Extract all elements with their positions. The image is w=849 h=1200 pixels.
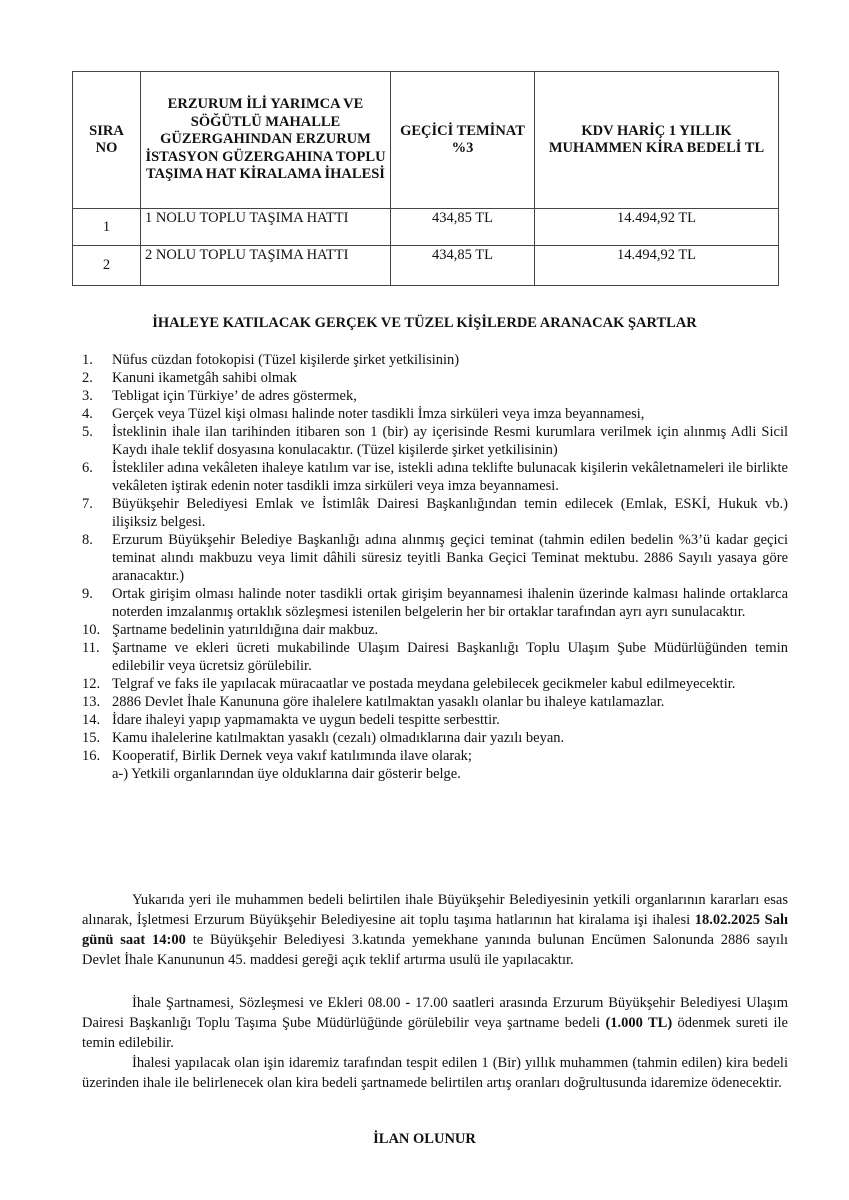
tender-table xyxy=(72,71,779,286)
table-row xyxy=(73,246,779,286)
header-tender-title: ERZURUM İLİ YARIMCA VE SÖĞÜTLÜ MAHALLE GÜZERGAHINDAN ERZURUM İSTASYON GÜZERGAHINA TOPLU TAŞIMA HAT KİRALAMA İHALESİ xyxy=(141,72,391,209)
conditions-list xyxy=(82,351,788,783)
list-item-subtext: a-) Yetkili organlarından üye olduklarına dair gösterir belge. xyxy=(112,766,461,782)
list-item-text: Tebligat için Türkiye’ de adres göstermek, xyxy=(112,388,357,404)
list-item xyxy=(82,423,788,459)
list-item xyxy=(82,747,788,783)
list-item-text: İsteklinin ihale ilan tarihinden itibaren son 1 (bir) ay içerisinde Resmi kurumlara verilmek için alınmış Adli Sicil Kaydı ihale teklif dosyasına konulacaktır. (Tüzel kişilerde şirket yetkilisinin) xyxy=(112,424,788,458)
list-item xyxy=(82,387,788,405)
list-item xyxy=(82,585,788,621)
list-item xyxy=(82,459,788,495)
list-item-text: Kanuni ikametgâh sahibi olmak xyxy=(112,370,297,386)
header-sira-no: SIRA NO xyxy=(73,72,141,209)
list-item-number: 15. xyxy=(82,730,101,746)
list-item xyxy=(82,369,788,387)
row-rent: 14.494,92 TL xyxy=(535,246,779,286)
list-item-text: Erzurum Büyükşehir Belediye Başkanlığı adına alınmış geçici teminat (tahmin edilen bedelin %3’ü kadar geçici teminat alındı makbuzu veya limit dâhili süresiz teyitli Banka Geçici Teminat mektubu. 2886 Sayılı yasaya göre aranacaktır.) xyxy=(112,532,788,584)
list-item-text: Kooperatif, Birlik Dernek veya vakıf katılımında ilave olarak; xyxy=(112,748,472,764)
payment-paragraph: İhalesi yapılacak olan işin idaremiz tarafından tespit edilen 1 (Bir) yıllık muhammen (tahmin edilen) kira bedeli üzerinden ihale ile belirlenecek olan kira bedeli şartnamede belirtilen artış oranları doğrultusunda idaremize ödenecektir. xyxy=(82,1055,788,1091)
list-item-text: Şartname ve ekleri ücreti mukabilinde Ulaşım Dairesi Başkanlığı Toplu Ulaşım Şube Müdürlüğünden temin edilebilir veya ücretsiz görülebilir. xyxy=(112,640,788,674)
list-item-text: Büyükşehir Belediyesi Emlak ve İstimlâk Dairesi Başkanlığından temin edilecek (Emlak, ESKİ, Hukuk vb.) ilişiksiz belgesi. xyxy=(112,496,788,530)
list-item-number: 4. xyxy=(82,406,93,422)
list-item-text: Kamu ihalelerine katılmaktan yasaklı (cezalı) olmadıklarına dair yazılı beyan. xyxy=(112,730,565,746)
list-item-number: 1. xyxy=(82,352,93,368)
paragraph-text: İhale Şartnamesi, Sözleşmesi ve Ekleri 08.00 - 17.00 saatleri arasında Erzurum Büyükşehir Belediyesi Ulaşım Dairesi Başkanlığı Toplu Taşıma Şube Müdürlüğünde görülebilir veya şartname bedeli xyxy=(82,995,788,1031)
list-item xyxy=(82,495,788,531)
header-rent: KDV HARİÇ 1 YILLIK MUHAMMEN KİRA BEDELİ TL xyxy=(535,72,779,209)
row-deposit: 434,85 TL xyxy=(391,246,535,286)
list-item xyxy=(82,675,788,693)
list-item-number: 10. xyxy=(82,622,101,638)
list-item-number: 9. xyxy=(82,586,93,602)
list-item-number: 16. xyxy=(82,748,101,764)
list-item-number: 7. xyxy=(82,496,93,512)
tender-datetime: 18.02.2025 Salı günü saat 14:00 xyxy=(82,912,788,948)
paragraph-text: Yukarıda yeri ile muhammen bedeli belirtilen ihale Büyükşehir Belediyesinin yetkili organlarının kararları esas alınarak, İşletmesi Erzurum Büyükşehir Belediyesine ait toplu taşıma hatlarının hat kiralama işi ihalesi xyxy=(82,892,788,928)
closing-announcement: İLAN OLUNUR xyxy=(373,1131,476,1147)
list-item-text: İdare ihaleyi yapıp yapmamakta ve uygun bedeli tespitte serbesttir. xyxy=(112,712,500,728)
row-line-name: 2 NOLU TOPLU TAŞIMA HATTI xyxy=(141,246,391,286)
list-item-number: 13. xyxy=(82,694,101,710)
list-item xyxy=(82,639,788,675)
list-item xyxy=(82,405,788,423)
table-row xyxy=(73,209,779,246)
list-item-number: 11. xyxy=(82,640,100,656)
paragraph-text: ödenmek sureti ile temin edilebilir. xyxy=(82,1015,788,1051)
list-item-text: Telgraf ve faks ile yapılacak müracaatlar ve postada meydana gelebilecek gecikmeler kabul edilmeyecektir. xyxy=(112,676,736,692)
list-item-number: 2. xyxy=(82,370,93,386)
row-number: 2 xyxy=(73,246,141,286)
list-item xyxy=(82,729,788,747)
paragraph-text: te Büyükşehir Belediyesi 3.katında yemekhane yanında bulunan Encümen Salonunda 2886 sayılı Devlet İhale Kanununun 45. maddesi gereği açık teklif artırma usulü ile yapılacaktır. xyxy=(82,932,788,968)
list-item-number: 6. xyxy=(82,460,93,476)
table-header-row xyxy=(73,72,779,209)
conditions-heading: İHALEYE KATILACAK GERÇEK VE TÜZEL KİŞİLERDE ARANACAK ŞARTLAR xyxy=(152,315,697,331)
tender-date-paragraph xyxy=(82,890,788,970)
list-item xyxy=(82,351,788,369)
specification-fee: (1.000 TL) xyxy=(605,1015,673,1031)
header-deposit: GEÇİCİ TEMİNAT %3 xyxy=(391,72,535,209)
row-deposit: 434,85 TL xyxy=(391,209,535,246)
list-item xyxy=(82,711,788,729)
list-item-number: 5. xyxy=(82,424,93,440)
list-item-number: 8. xyxy=(82,532,93,548)
list-item-text: 2886 Devlet İhale Kanununa göre ihalelere katılmaktan yasaklı olanlar bu ihaleye katılamazlar. xyxy=(112,694,665,710)
specification-paragraph xyxy=(82,993,788,1053)
list-item-text: Gerçek veya Tüzel kişi olması halinde noter tasdikli İmza sirküleri veya imza beyannamesi, xyxy=(112,406,645,422)
list-item-text: Nüfus cüzdan fotokopisi (Tüzel kişilerde şirket yetkilisinin) xyxy=(112,352,460,368)
list-item-text: Ortak girişim olması halinde noter tasdikli ortak girişim beyannamesi ihalenin üzerinde kalması halinde ortaklarca noterden imzalanmış ortaklık sözleşmesi istenilen belgelerin her bir ortaklar tarafından ayrı ayrı sunulacaktır. xyxy=(112,586,788,620)
list-item xyxy=(82,531,788,585)
list-item xyxy=(82,693,788,711)
list-item-text: Şartname bedelinin yatırıldığına dair makbuz. xyxy=(112,622,379,638)
list-item-number: 12. xyxy=(82,676,101,692)
list-item-number: 14. xyxy=(82,712,101,728)
row-rent: 14.494,92 TL xyxy=(535,209,779,246)
row-line-name: 1 NOLU TOPLU TAŞIMA HATTI xyxy=(141,209,391,246)
row-number: 1 xyxy=(73,209,141,246)
list-item xyxy=(82,621,788,639)
list-item-number: 3. xyxy=(82,388,93,404)
list-item-text: İstekliler adına vekâleten ihaleye katılım var ise, istekli adına teklifte bulunacak kişilerin vekâletnameleri ile birlikte vekâleten iştirak edenin noter tasdikli imza sirküleri veya imza beyannamesi. xyxy=(112,460,788,494)
